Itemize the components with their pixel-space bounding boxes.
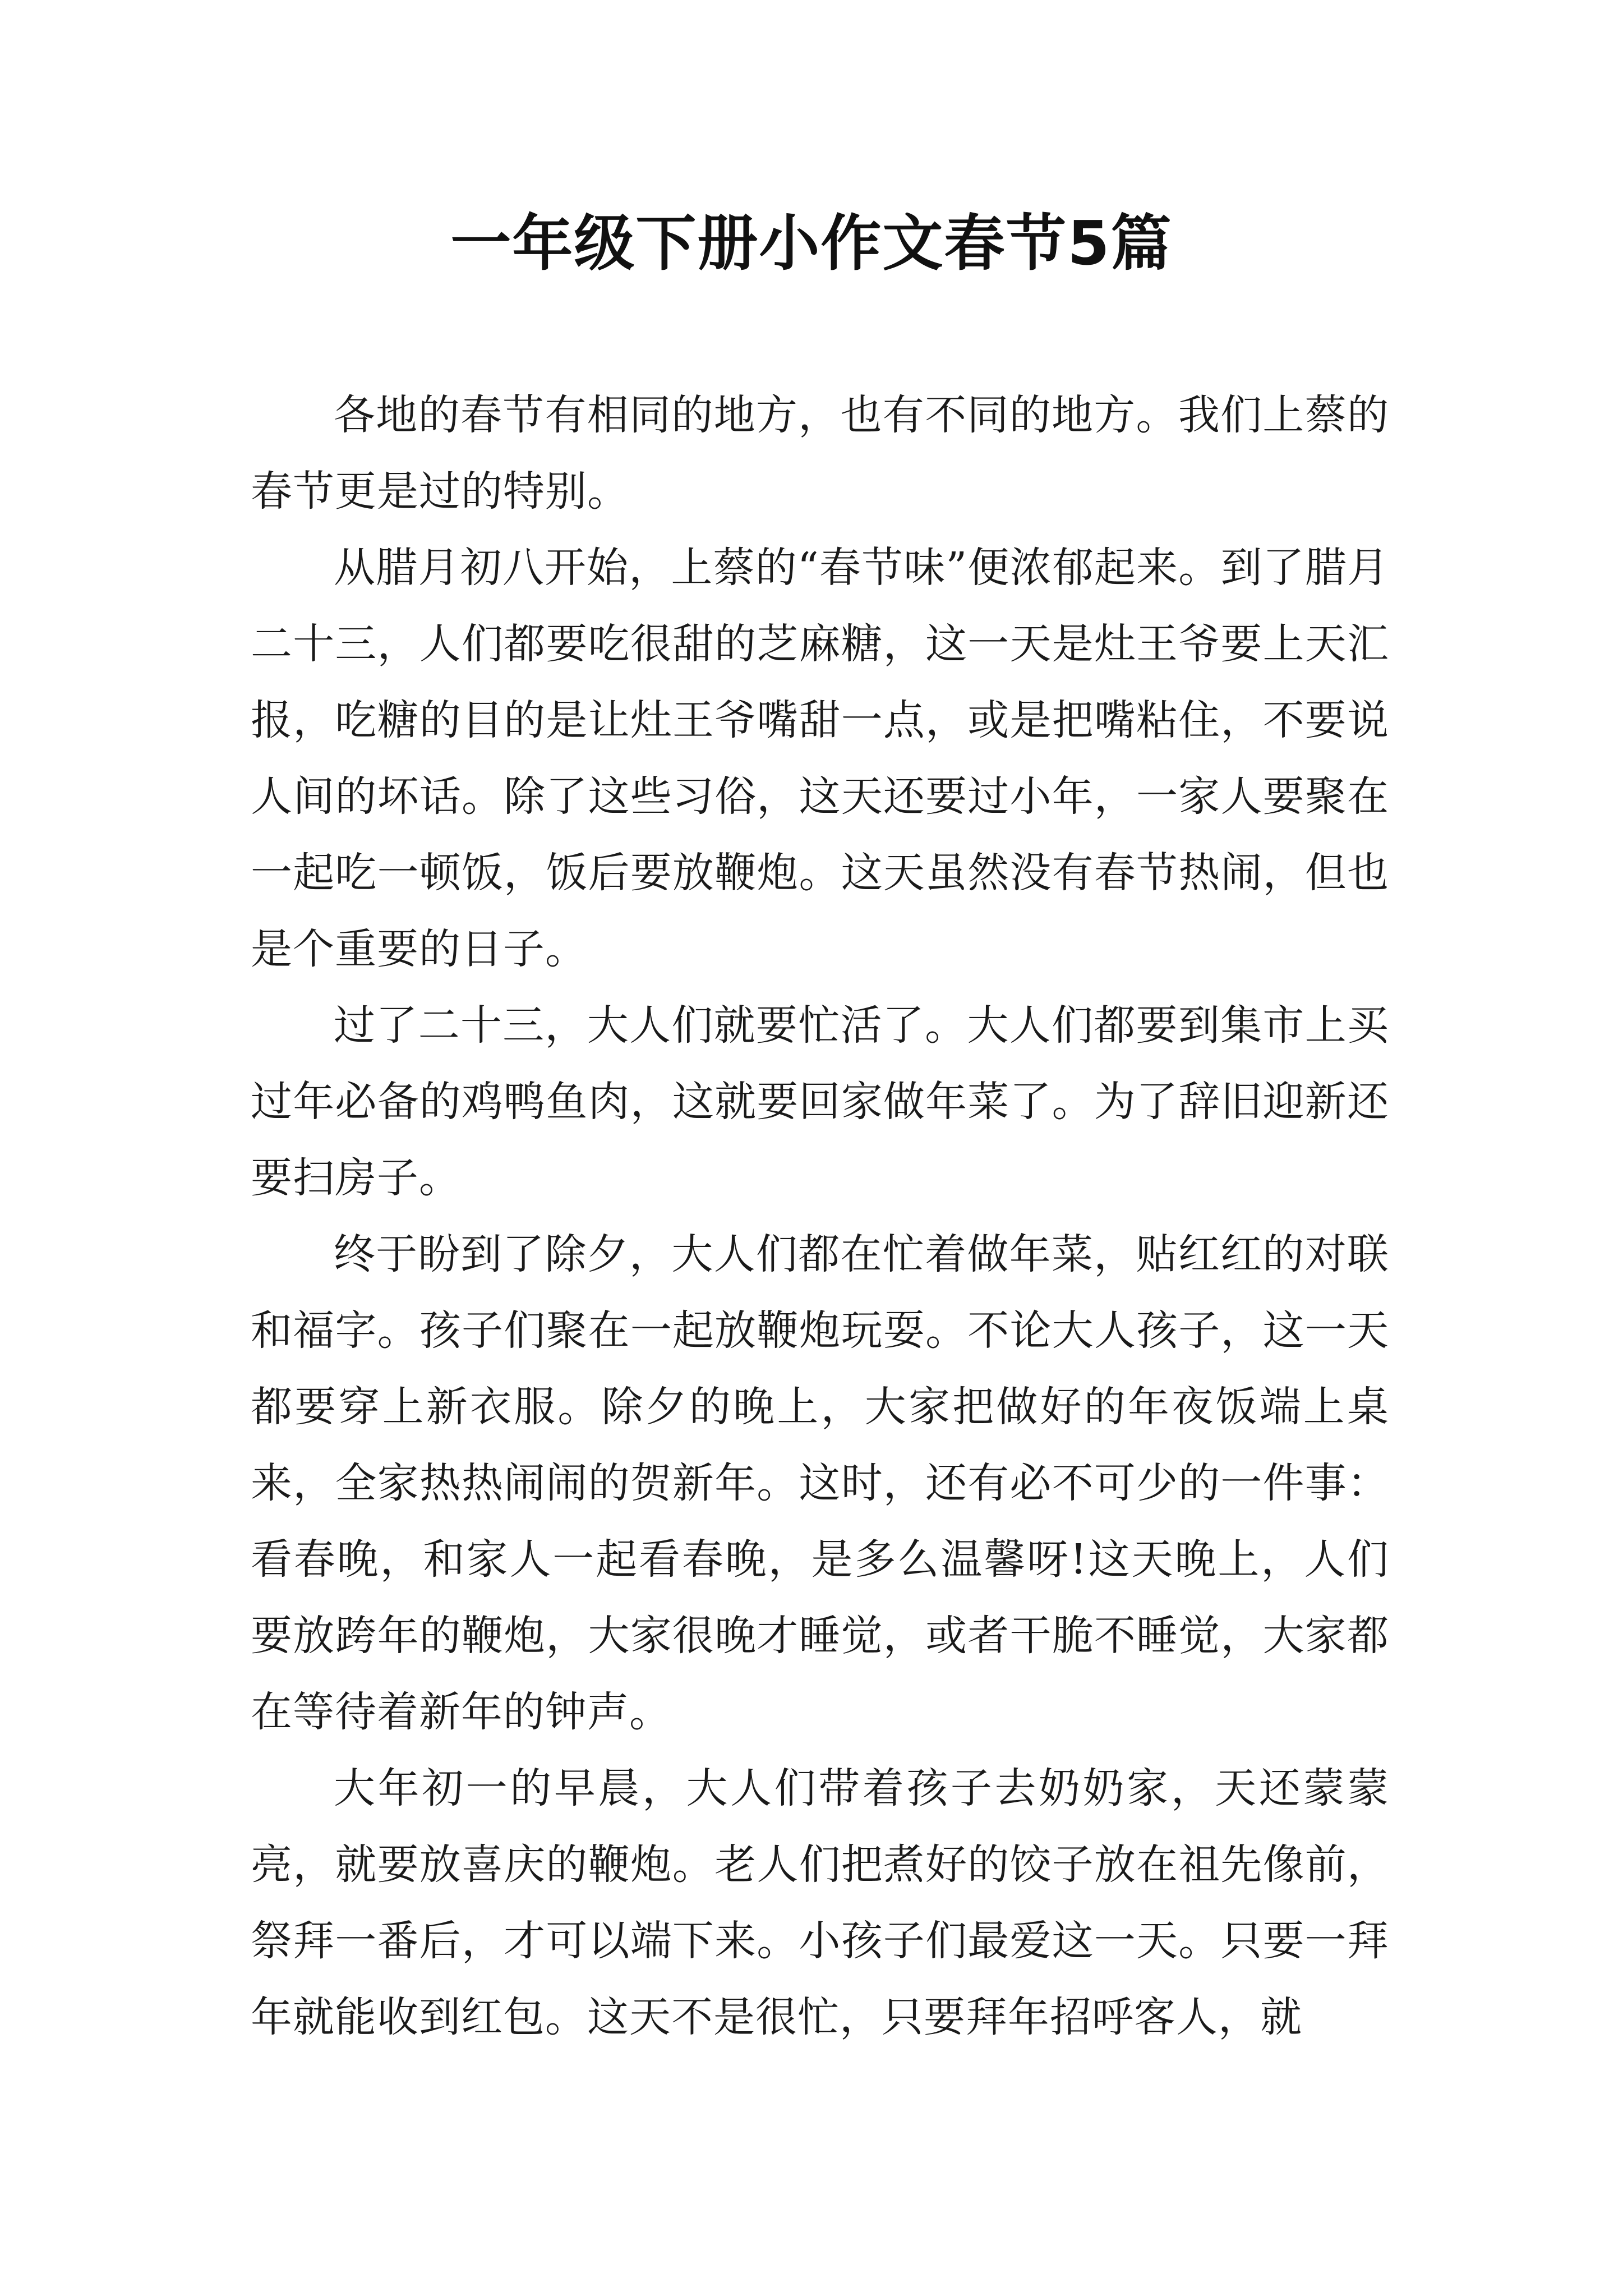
- paragraph-3: 过了二十三，大人们就要忙活了。大人们都要到集市上买过年必备的鸡鸭鱼肉，这就要回家做年菜了。为了辞旧迎新还要扫房子。: [251, 1001, 1389, 1202]
- document-body: [251, 377, 1389, 2055]
- paragraph-4: 终于盼到了除夕，大人们都在忙着做年菜，贴红红的对联和福字。孩子们聚在一起放鞭炮玩耍。不论大人孩子，这一天都要穿上新衣服。除夕的晚上，大家把做好的年夜饭端上桌来，全家热热闹闹的贺新年。这时，还有必不可少的一件事：看春晚，和家人一起看春晚，是多么温馨呀!这天晚上，人们要放跨年的鞭炮，大家很晚才睡觉，或者干脆不睡觉，大家都在等待着新年的钟声。: [251, 1230, 1389, 1736]
- paragraph-5: 大年初一的早晨，大人们带着孩子去奶奶家，天还蒙蒙亮，就要放喜庆的鞭炮。老人们把煮好的饺子放在祖先像前，祭拜一番后，才可以端下来。小孩子们最爱这一天。只要一拜年就能收到红包。这天不是很忙，只要拜年招呼客人，就: [251, 1764, 1389, 2041]
- paragraph-1: 各地的春节有相同的地方，也有不同的地方。我们上蔡的春节更是过的特别。: [251, 391, 1389, 516]
- paragraph-2: 从腊月初八开始，上蔡的“春节味”便浓郁起来。到了腊月二十三，人们都要吃很甜的芝麻糖，这一天是灶王爷要上天汇报，吃糖的目的是让灶王爷嘴甜一点，或是把嘴粘住，不要说人间的坏话。除了这些习俗，这天还要过小年，一家人要聚在一起吃一顿饭，饭后要放鞭炮。这天虽然没有春节热闹，但也是个重要的日子。: [251, 544, 1389, 973]
- document-title: 一年级下册小作文春节5篇: [450, 209, 1173, 279]
